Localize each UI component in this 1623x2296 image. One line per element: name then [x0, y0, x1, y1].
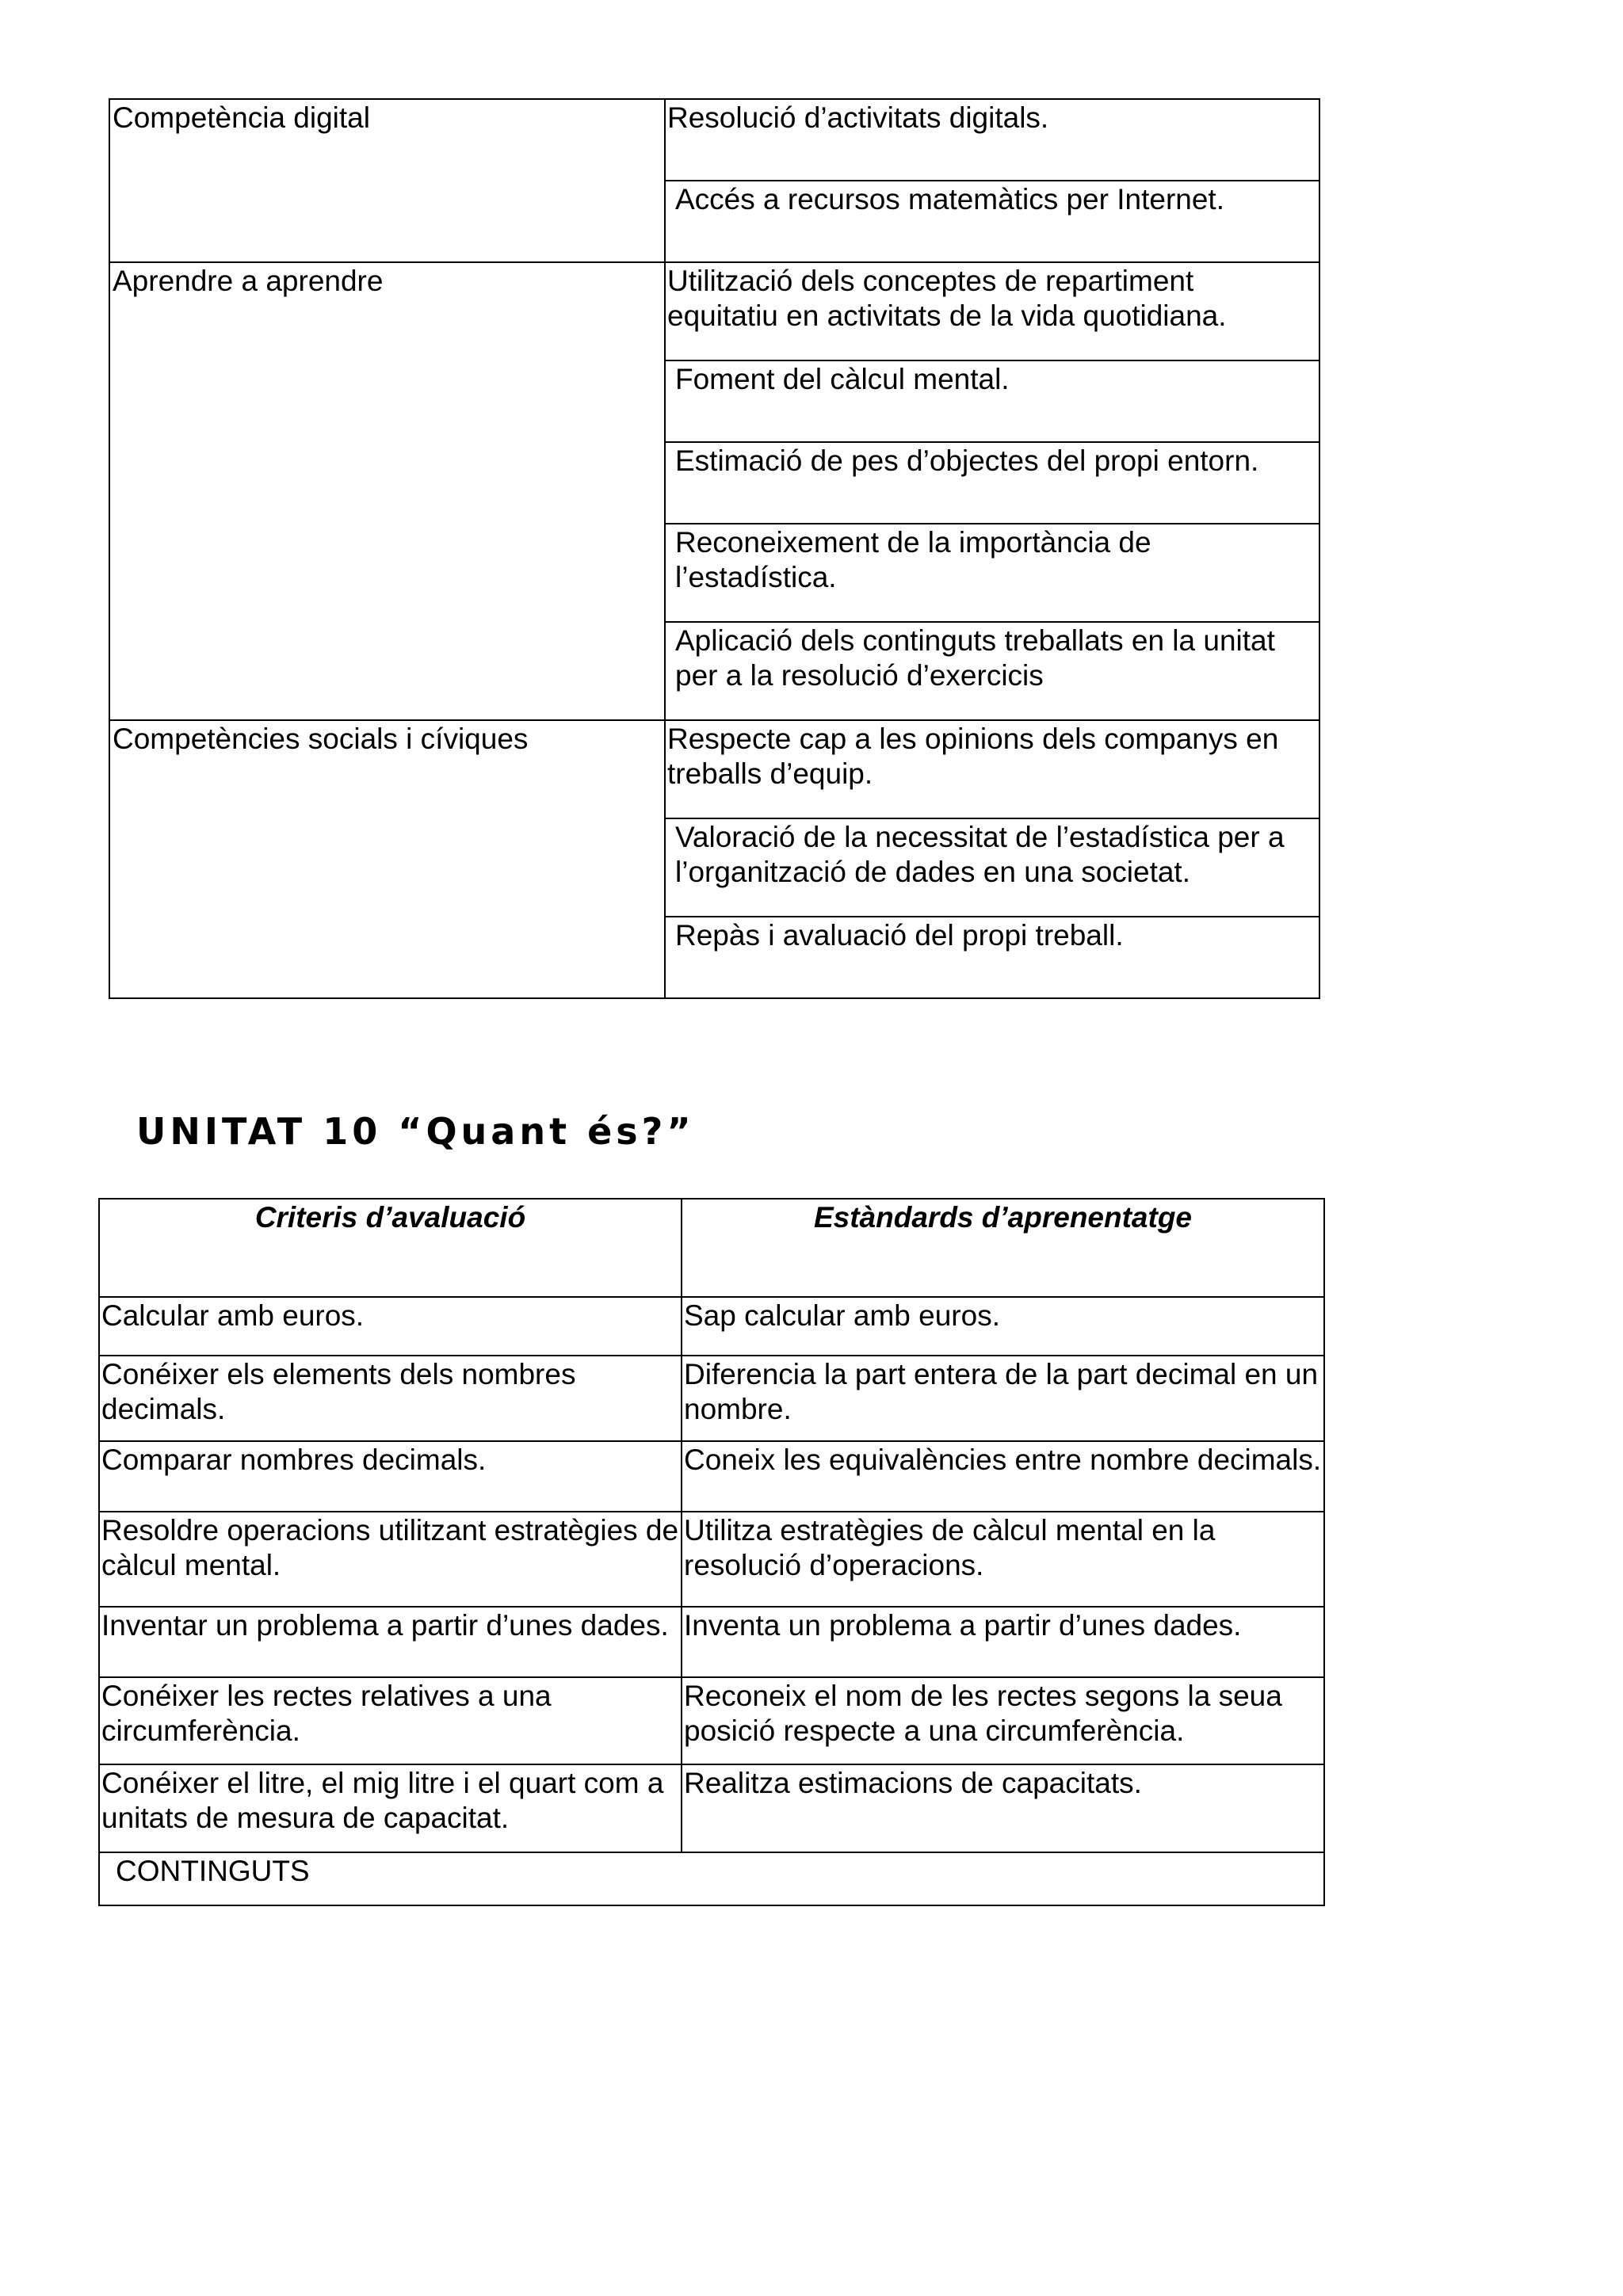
- table-row: [99, 1356, 1324, 1441]
- competence-digital-cell: Competència digital: [109, 99, 665, 262]
- standard-cell: Sap calcular amb euros.: [682, 1297, 1324, 1356]
- standard-cell: Utilitza estratègies de càlcul mental en la resolució d’operacions.: [682, 1512, 1324, 1607]
- competencies-table: [109, 98, 1320, 999]
- table-row: [99, 1441, 1324, 1512]
- competence-item-cell: Estimació de pes d’objectes del propi entorn.: [665, 442, 1319, 524]
- table-row: [109, 720, 1319, 818]
- standard-cell: Coneix les equivalències entre nombre decimals.: [682, 1441, 1324, 1512]
- competence-item-cell: Aplicació dels continguts treballats en la unitat per a la resolució d’exercicis: [665, 622, 1319, 720]
- criteria-cell: Conéixer les rectes relatives a una circumferència.: [99, 1677, 682, 1764]
- competence-item-cell: Valoració de la necessitat de l’estadística per a l’organització de dades en una societat.: [665, 818, 1319, 917]
- competence-item-cell: Foment del càlcul mental.: [665, 360, 1319, 442]
- header-row: [99, 1199, 1324, 1297]
- competence-item-cell: Reconeixement de la importància de l’estadística.: [665, 524, 1319, 622]
- unit-title: UNITAT 10 “Quant és?”: [136, 1110, 695, 1153]
- table-row: [99, 1297, 1324, 1356]
- competence-item-cell: Respecte cap a les opinions dels companys en treballs d’equip.: [665, 720, 1319, 818]
- contents-label: CONTINGUTS: [99, 1852, 1324, 1905]
- competence-item-cell: Utilització dels conceptes de repartiment equitatiu en activitats de la vida quotidiana.: [665, 262, 1319, 360]
- evaluation-table: [98, 1198, 1325, 1906]
- standards-header: Estàndards d’aprenentatge: [682, 1199, 1324, 1297]
- table-row: [99, 1764, 1324, 1852]
- criteria-cell: Inventar un problema a partir d’unes dades.: [99, 1607, 682, 1677]
- competence-learning-cell: Aprendre a aprendre: [109, 262, 665, 720]
- standard-cell: Inventa un problema a partir d’unes dades.: [682, 1607, 1324, 1677]
- competence-item-cell: Accés a recursos matemàtics per Internet.: [665, 181, 1319, 262]
- standard-cell: Realitza estimacions de capacitats.: [682, 1764, 1324, 1852]
- criteria-cell: Conéixer els elements dels nombres decimals.: [99, 1356, 682, 1441]
- competence-item-cell: Resolució d’activitats digitals.: [665, 99, 1319, 181]
- table-row: [99, 1512, 1324, 1607]
- table-row: [109, 99, 1319, 181]
- competence-item-cell: Repàs i avaluació del propi treball.: [665, 917, 1319, 998]
- table-row: [99, 1607, 1324, 1677]
- criteria-cell: Conéixer el litre, el mig litre i el quart com a unitats de mesura de capacitat.: [99, 1764, 682, 1852]
- standard-cell: Reconeix el nom de les rectes segons la seua posició respecte a una circumferència.: [682, 1677, 1324, 1764]
- criteria-cell: Resoldre operacions utilitzant estratègies de càlcul mental.: [99, 1512, 682, 1607]
- contents-row: [99, 1852, 1324, 1905]
- criteria-cell: Comparar nombres decimals.: [99, 1441, 682, 1512]
- table-row: [109, 262, 1319, 360]
- criteria-header: Criteris d’avaluació: [99, 1199, 682, 1297]
- criteria-cell: Calcular amb euros.: [99, 1297, 682, 1356]
- standard-cell: Diferencia la part entera de la part decimal en un nombre.: [682, 1356, 1324, 1441]
- competence-social-cell: Competències socials i cíviques: [109, 720, 665, 998]
- table-row: [99, 1677, 1324, 1764]
